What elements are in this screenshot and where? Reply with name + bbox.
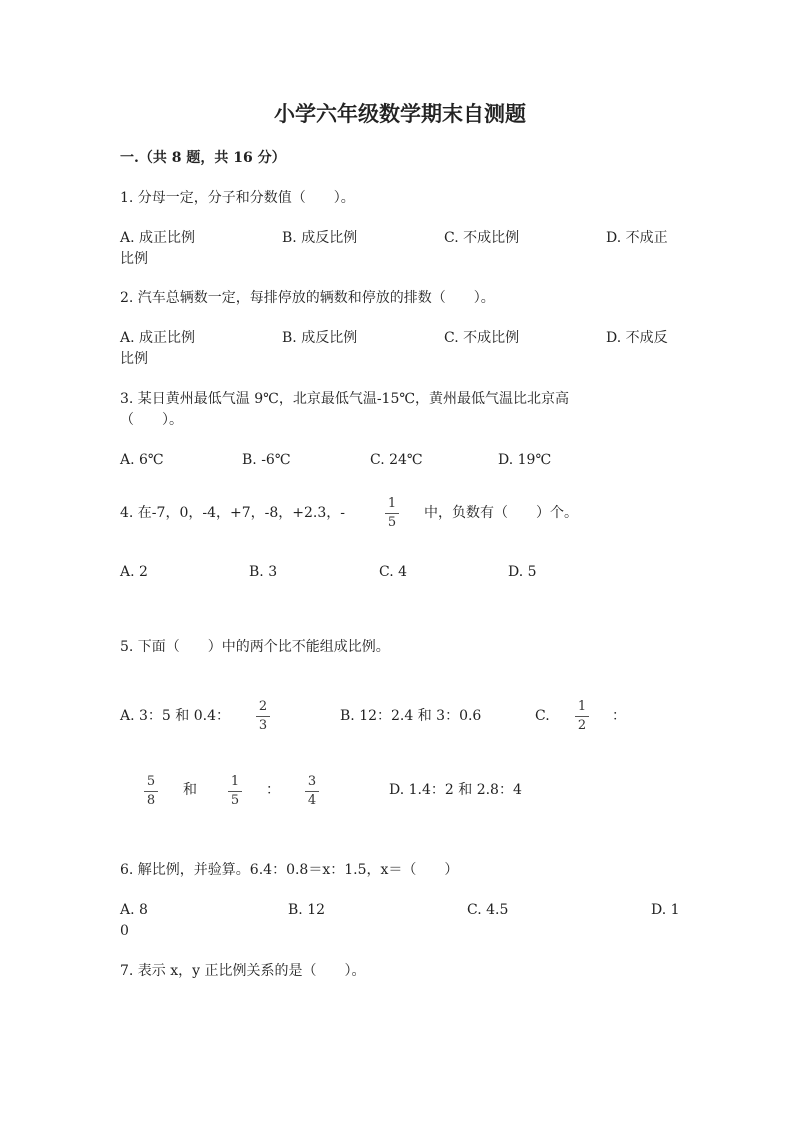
question-3-stem: 3. 某日黄州最低气温 9℃，北京最低气温-15℃，黄州最低气温比北京高 (120, 391, 570, 407)
question-3-option-a[interactable]: A. 6℃ (120, 452, 164, 468)
fraction-one-fifth-b (227, 774, 243, 809)
question-4-stem: 4. 在-7，0，-4，+7，-8，+2.3，- (120, 505, 345, 521)
fraction-denominator: 5 (387, 515, 397, 530)
question-6-option-c[interactable]: C. 4.5 (467, 902, 509, 918)
fraction-three-quarters (304, 774, 320, 809)
fraction-numerator: 1 (387, 496, 397, 511)
question-2-option-d-wrap: 比例 (120, 351, 148, 367)
question-5-option-a[interactable]: A. 3：5 和 0.4： (120, 708, 230, 724)
question-4-option-a[interactable]: A. 2 (120, 564, 148, 580)
question-2-option-a[interactable]: A. 成正比例 (120, 330, 196, 346)
fraction-one-fifth (384, 496, 400, 531)
fraction-numerator: 2 (258, 699, 268, 714)
fraction-denominator: 3 (258, 718, 268, 733)
fraction-numerator: 1 (230, 774, 240, 789)
question-3-option-d[interactable]: D. 19℃ (498, 452, 552, 468)
fraction-one-half (574, 699, 590, 734)
question-6-option-a[interactable]: A. 8 (120, 902, 148, 918)
question-2-stem: 2. 汽车总辆数一定，每排停放的辆数和停放的排数（ ）。 (120, 290, 495, 306)
question-1-option-a[interactable]: A. 成正比例 (120, 230, 196, 246)
fraction-denominator: 2 (577, 718, 587, 733)
question-2-option-b[interactable]: B. 成反比例 (282, 330, 358, 346)
question-5-stem: 5. 下面（ ）中的两个比不能组成比例。 (120, 639, 390, 655)
question-4-option-b[interactable]: B. 3 (249, 564, 278, 580)
question-4-option-d[interactable]: D. 5 (508, 564, 537, 580)
conjunction-and: 和 (183, 782, 197, 798)
fraction-numerator: 3 (307, 774, 317, 789)
question-1-option-d[interactable]: D. 不成正 (606, 230, 668, 246)
question-5-option-b[interactable]: B. 12：2.4 和 3：0.6 (340, 708, 482, 724)
fraction-numerator: 5 (146, 774, 156, 789)
question-1-option-c[interactable]: C. 不成比例 (444, 230, 520, 246)
question-3-option-b[interactable]: B. -6℃ (242, 452, 291, 468)
question-5-option-c[interactable]: C. (535, 708, 550, 724)
question-4-option-c[interactable]: C. 4 (379, 564, 408, 580)
question-1-stem: 1. 分母一定，分子和分数值（ ）。 (120, 190, 355, 206)
question-7-stem: 7. 表示 x，y 正比例关系的是（ ）。 (120, 963, 366, 979)
question-6-stem: 6. 解比例，并验算。6.4：0.8＝x：1.5，x＝（ ） (120, 862, 459, 878)
fraction-numerator: 1 (577, 699, 587, 714)
question-3-option-c[interactable]: C. 24℃ (370, 452, 423, 468)
fraction-denominator: 8 (146, 793, 156, 808)
ratio-colon-2: ： (266, 782, 280, 798)
section-heading: 一.（共 8 题，共 16 分） (120, 150, 286, 166)
question-3-stem-wrap: （ ）。 (120, 412, 183, 428)
fraction-denominator: 5 (230, 793, 240, 808)
question-4-stem-end: 中，负数有（ ）个。 (424, 505, 578, 521)
question-6-option-d[interactable]: D. 1 (651, 902, 680, 918)
page-title: 小学六年级数学期末自测题 (274, 101, 526, 126)
question-5-option-d[interactable]: D. 1.4：2 和 2.8：4 (389, 782, 522, 798)
question-6-option-b[interactable]: B. 12 (288, 902, 326, 918)
ratio-colon: ： (612, 708, 626, 724)
question-2-option-c[interactable]: C. 不成比例 (444, 330, 520, 346)
fraction-two-thirds (255, 699, 271, 734)
question-6-option-d-wrap: 0 (120, 923, 129, 939)
question-2-option-d[interactable]: D. 不成反 (606, 330, 668, 346)
fraction-denominator: 4 (307, 793, 317, 808)
fraction-five-eighths (143, 774, 159, 809)
question-1-option-d-wrap: 比例 (120, 251, 148, 267)
question-1-option-b[interactable]: B. 成反比例 (282, 230, 358, 246)
